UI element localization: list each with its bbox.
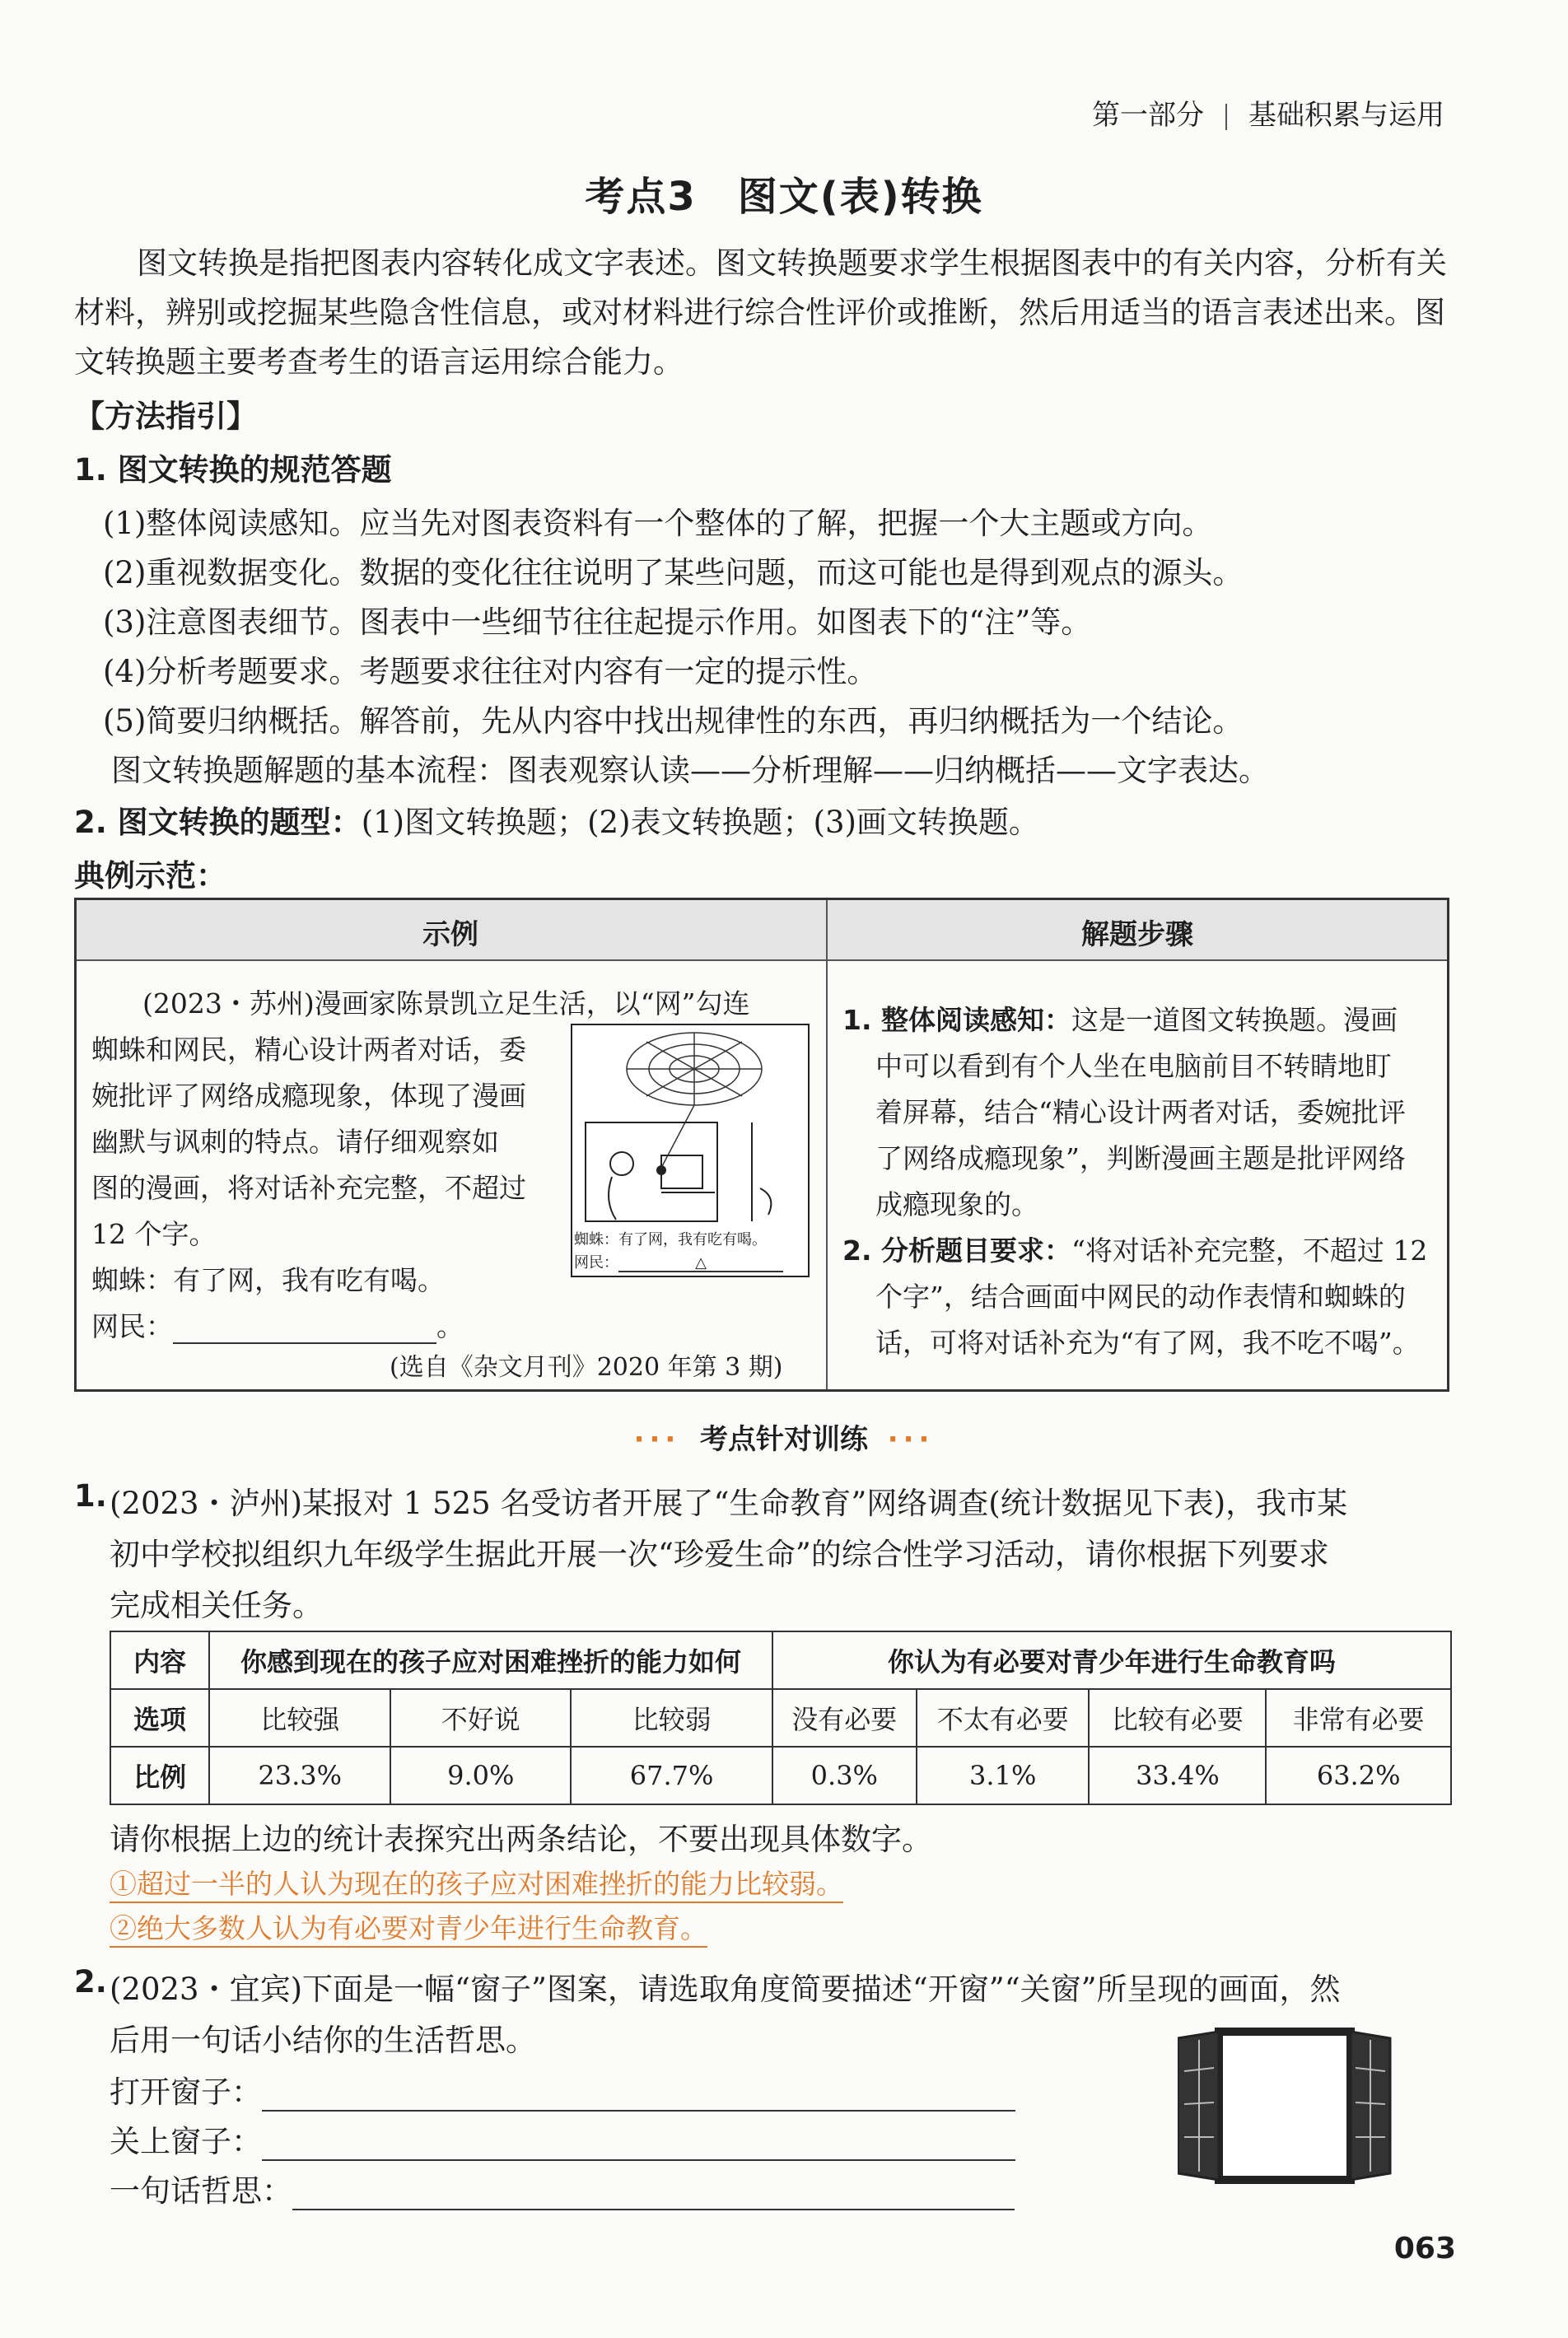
triangle-icon: △ xyxy=(695,1254,707,1272)
q1-answer-2: ②绝大多数人认为有必要对青少年进行生命教育。 xyxy=(110,1907,707,1948)
example-col2-header: 解题步骤 xyxy=(1081,918,1193,951)
header-separator xyxy=(1225,104,1227,130)
step1-line-4: 了网络成瘾现象”，判断漫画主题是批评网络 xyxy=(875,1142,1406,1174)
ratio-cell: 3.1% xyxy=(917,1747,1090,1804)
method-step-4: (4)分析考题要求。考题要求往往对内容有一定的提示性。 xyxy=(103,654,878,689)
header-part: 第一部分 xyxy=(1092,99,1204,132)
table-row xyxy=(110,1631,1451,1689)
intro-paragraph: 图文转换是指把图表内容转化成文字表述。图文转换题要求学生根据图表中的有关内容，分析有关材料，辨别或挖掘某些隐含性信息，或对材料进行综合性评价或推断，然后用适当的语言表述出来。图文转换题主要考查考生的语言运用综合能力。 xyxy=(74,245,1447,380)
open-window-label: 打开窗子： xyxy=(110,2074,262,2110)
step2-line-1 xyxy=(842,1230,1427,1268)
group-header-education: 你认为有必要对青少年进行生命教育吗 xyxy=(772,1631,1451,1689)
example-table-divider xyxy=(826,900,828,1389)
q1-line-2: 初中学校拟组织九年级学生据此开展一次“珍爱生命”的综合性学习活动，请你根据下列要求 xyxy=(110,1537,1329,1572)
philosophy-label: 一句话哲思： xyxy=(110,2173,292,2209)
ratio-cell: 9.0% xyxy=(390,1747,571,1804)
netizen-label: 网民： xyxy=(91,1310,173,1342)
method-item1-title: 1. 图文转换的规范答题 xyxy=(74,452,392,488)
option-cell: 没有必要 xyxy=(772,1689,917,1747)
step1-text-1: 这是一道图文转换题。漫画 xyxy=(1071,1004,1398,1036)
page-title: 考点3 图文(表)转换 xyxy=(585,174,983,220)
row-header-content: 内容 xyxy=(110,1631,209,1689)
q2-blank-close xyxy=(110,2116,1015,2161)
q1-prompt: 请你根据上边的统计表探究出两条结论，不要出现具体数字。 xyxy=(110,1822,932,1857)
row-header-ratio: 比例 xyxy=(110,1747,209,1804)
step1-label: 1. 整体阅读感知： xyxy=(842,1004,1071,1036)
dots-left-icon: ··· xyxy=(633,1423,681,1456)
example-line-2: 蜘蛛和网民，精心设计两者对话，委 xyxy=(91,1034,526,1066)
step2-line-3: 话，可将对话补充为“有了网，我不吃不喝”。 xyxy=(875,1327,1420,1359)
q1-answer-1: ①超过一半的人认为现在的孩子应对困难挫折的能力比较弱。 xyxy=(110,1863,843,1903)
close-window-answer-line[interactable] xyxy=(262,2126,1015,2161)
step1-line-1 xyxy=(842,999,1398,1038)
header-section: 基础积累与运用 xyxy=(1248,99,1444,132)
open-window-answer-line[interactable] xyxy=(262,2077,1015,2112)
philosophy-answer-line[interactable] xyxy=(292,2176,1015,2210)
window-icon xyxy=(1178,2022,1392,2186)
ratio-cell: 67.7% xyxy=(571,1747,772,1804)
cartoon-user-label: 网民： xyxy=(574,1254,618,1272)
running-header xyxy=(1092,92,1444,133)
step1-line-5: 成瘾现象的。 xyxy=(875,1188,1038,1220)
example-table-header xyxy=(77,900,1447,961)
ratio-cell: 33.4% xyxy=(1089,1747,1266,1804)
cartoon-spider-caption: 蜘蛛：有了网，我有吃有喝。 xyxy=(574,1231,767,1248)
example-col1-header: 示例 xyxy=(422,918,478,951)
q2-blank-open xyxy=(110,2067,1015,2112)
ratio-cell: 0.3% xyxy=(772,1747,917,1804)
table-row xyxy=(110,1689,1451,1747)
page-number: 063 xyxy=(1393,2232,1456,2266)
method-heading: 【方法指引】 xyxy=(74,399,257,434)
ratio-cell: 23.3% xyxy=(209,1747,390,1804)
method-item2-label: 2. 图文转换的题型： xyxy=(74,805,362,840)
close-window-label: 关上窗子： xyxy=(110,2124,262,2159)
q2-number: 2. xyxy=(74,1964,107,2000)
netizen-blank xyxy=(173,1316,436,1344)
example-line-5: 图的漫画，将对话补充完整，不超过 xyxy=(91,1172,526,1204)
step1-line-2: 中可以看到有个人坐在电脑前目不转睛地盯 xyxy=(875,1050,1392,1082)
table-row xyxy=(110,1747,1451,1804)
cartoon-illustration xyxy=(571,1024,810,1277)
dots-right-icon: ··· xyxy=(887,1423,935,1456)
method-item2 xyxy=(74,797,1039,842)
example-line-4: 幽默与讽刺的特点。请仔细观察如 xyxy=(91,1126,499,1158)
cartoon-user-caption xyxy=(574,1251,783,1272)
step2-text-1: “将对话补充完整，不超过 12 xyxy=(1071,1234,1428,1267)
option-cell: 不好说 xyxy=(390,1689,571,1747)
option-cell: 不太有必要 xyxy=(917,1689,1090,1747)
window-illustration xyxy=(1178,2022,1392,2186)
method-step-2: (2)重视数据变化。数据的变化往往说明了某些问题，而这可能也是得到观点的源头。 xyxy=(103,555,1244,590)
example-line-1: (2023・苏州)漫画家陈景凯立足生活，以“网”勾连 xyxy=(142,987,750,1020)
q1-line-1: (2023・泸州)某报对 1 525 名受访者开展了“生命教育”网络调查(统计数据见下表)，我市某 xyxy=(110,1486,1348,1521)
example-line-8 xyxy=(91,1305,464,1344)
row-header-option: 选项 xyxy=(110,1689,209,1747)
example-source: (选自《杂文月刊》2020 年第 3 期) xyxy=(390,1353,783,1382)
training-title-text: 考点针对训练 xyxy=(700,1423,868,1456)
training-title xyxy=(0,1416,1568,1457)
step1-line-3: 着屏幕，结合“精心设计两者对话，委婉批评 xyxy=(875,1096,1406,1128)
example-line-7: 蜘蛛：有了网，我有吃有喝。 xyxy=(91,1264,445,1296)
option-cell: 比较有必要 xyxy=(1089,1689,1266,1747)
method-step-1: (1)整体阅读感知。应当先对图表资料有一个整体的了解，把握一个大主题或方向。 xyxy=(103,506,1213,541)
ratio-cell: 63.2% xyxy=(1266,1747,1451,1804)
example-line-6: 12 个字。 xyxy=(91,1218,217,1250)
method-step-5: (5)简要归纳概括。解答前，先从内容中找出规律性的东西，再归纳概括为一个结论。 xyxy=(103,703,1244,739)
option-cell: 比较强 xyxy=(209,1689,390,1747)
q2-line-1: (2023・宜宾)下面是一幅“窗子”图案，请选取角度简要描述“开窗”“关窗”所呈现的画面，然 xyxy=(110,1972,1341,2007)
survey-table xyxy=(110,1631,1452,1805)
method-item2-text: (1)图文转换题；(2)表文转换题；(3)画文转换题。 xyxy=(361,805,1039,840)
option-cell: 比较弱 xyxy=(571,1689,772,1747)
example-label: 典例示范： xyxy=(74,858,226,894)
cartoon-user-blank xyxy=(618,1254,783,1272)
q2-line-2: 后用一句话小结你的生活哲思。 xyxy=(110,2023,536,2058)
q2-blank-philosophy xyxy=(110,2166,1015,2210)
netizen-end-mark: 。 xyxy=(436,1310,464,1342)
q1-line-3: 完成相关任务。 xyxy=(110,1588,323,1623)
step2-label: 2. 分析题目要求： xyxy=(842,1234,1071,1267)
q1-number: 1. xyxy=(74,1478,107,1514)
option-cell: 非常有必要 xyxy=(1266,1689,1451,1747)
method-step-3: (3)注意图表细节。图表中一些细节往往起提示作用。如图表下的“注”等。 xyxy=(103,604,1092,640)
step2-line-2: 个字”，结合画面中网民的动作表情和蜘蛛的 xyxy=(875,1281,1406,1313)
method-flow: 图文转换题解题的基本流程：图表观察认读——分析理解——归纳概括——文字表达。 xyxy=(111,753,1269,788)
example-table xyxy=(74,898,1449,1392)
group-header-ability: 你感到现在的孩子应对困难挫折的能力如何 xyxy=(209,1631,772,1689)
example-line-3: 婉批评了网络成瘾现象，体现了漫画 xyxy=(91,1080,526,1112)
